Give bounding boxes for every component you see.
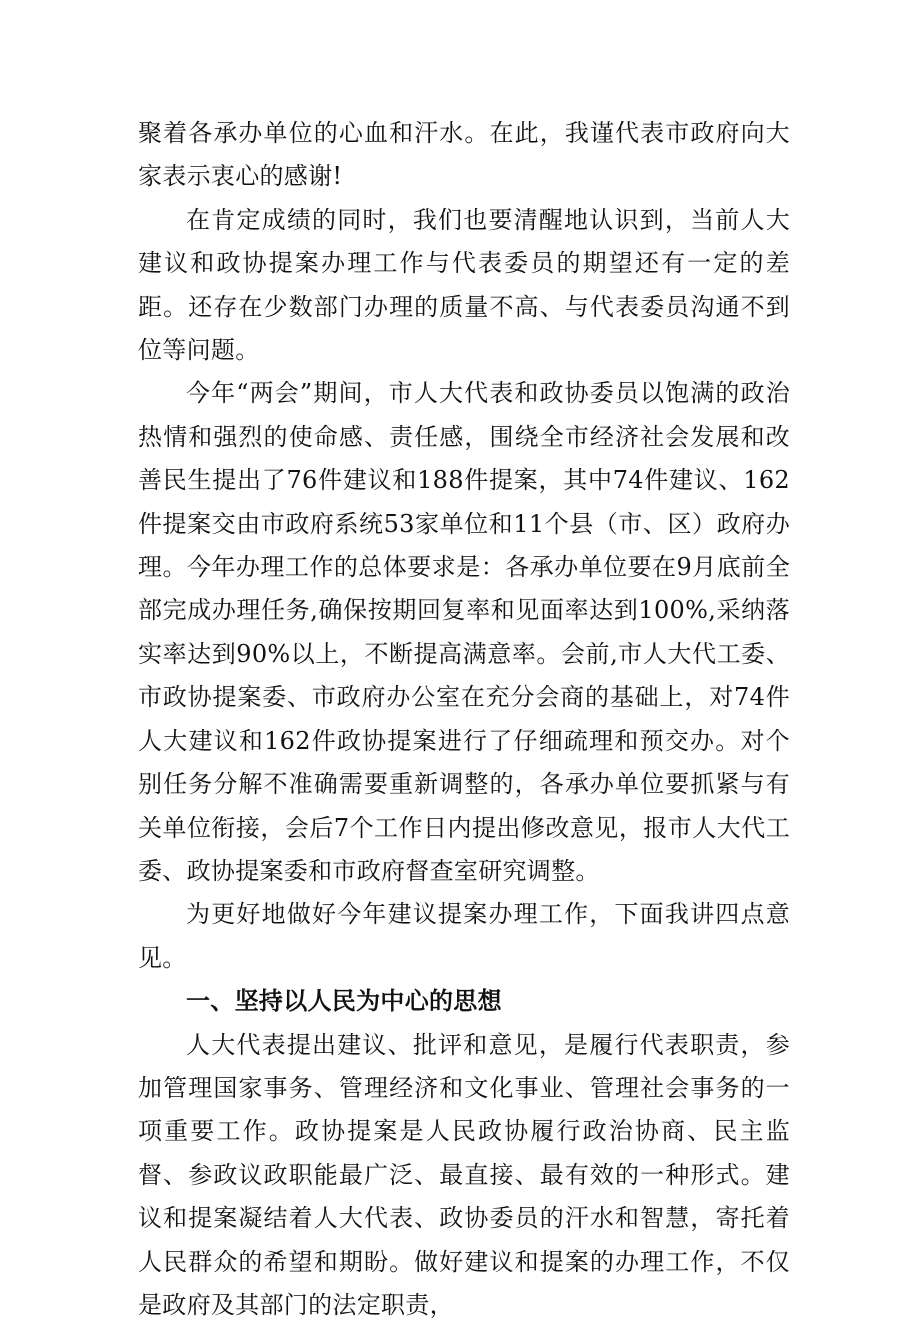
paragraph-people-centered: 人大代表提出建议、批评和意见，是履行代表职责，参加管理国家事务、管理经济和文化事业、管理社会事务的一项重要工作。政协提案是人民政协履行政治协商、民主监督、参政议政职能最广泛、最直接、最有效的一种形式。建议和提案凝结着人大代表、政协委员的汗水和智慧，寄托着人民群众的希望和期盼。做好建议和提案的办理工作，不仅是政府及其部门的法定职责， xyxy=(138,1030,790,1319)
section-heading: 一、坚持以人民为中心的思想 xyxy=(186,987,502,1016)
paragraph-four-points: 为更好地做好今年建议提案办理工作，下面我讲四点意见。 xyxy=(138,900,790,972)
paragraph-continuation: 聚着各承办单位的心血和汗水。在此，我谨代表市政府向大家表示衷心的感谢! xyxy=(138,119,790,191)
document-body xyxy=(138,112,790,1327)
paragraph-two-sessions: 今年“两会”期间，市人大代表和政协委员以饱满的政治热情和强烈的使命感、责任感，围绕全市经济社会发展和改善民生提出了76件建议和188件提案，其中74件建议、162件提案交由市政府系统53家单位和11个县（市、区）政府办理。今年办理工作的总体要求是：各承办单位要在9月底前全部完成办理任务,确保按期回复率和见面率达到100%,采纳落实率达到90%以上，不断提高满意率。会前,市人大代工委、市政协提案委、市政府办公室在充分会商的基础上，对74件人大建议和162件政协提案进行了仔细疏理和预交办。对个别任务分解不准确需要重新调整的，各承办单位要抓紧与有关单位衔接，会后7个工作日内提出修改意见，报市人大代工委、政协提案委和市政府督查室研究调整。 xyxy=(138,379,790,885)
paragraph-achievements-gap: 在肯定成绩的同时，我们也要清醒地认识到，当前人大建议和政协提案办理工作与代表委员的期望还有一定的差距。还存在少数部门办理的质量不高、与代表委员沟通不到位等问题。 xyxy=(138,205,790,365)
